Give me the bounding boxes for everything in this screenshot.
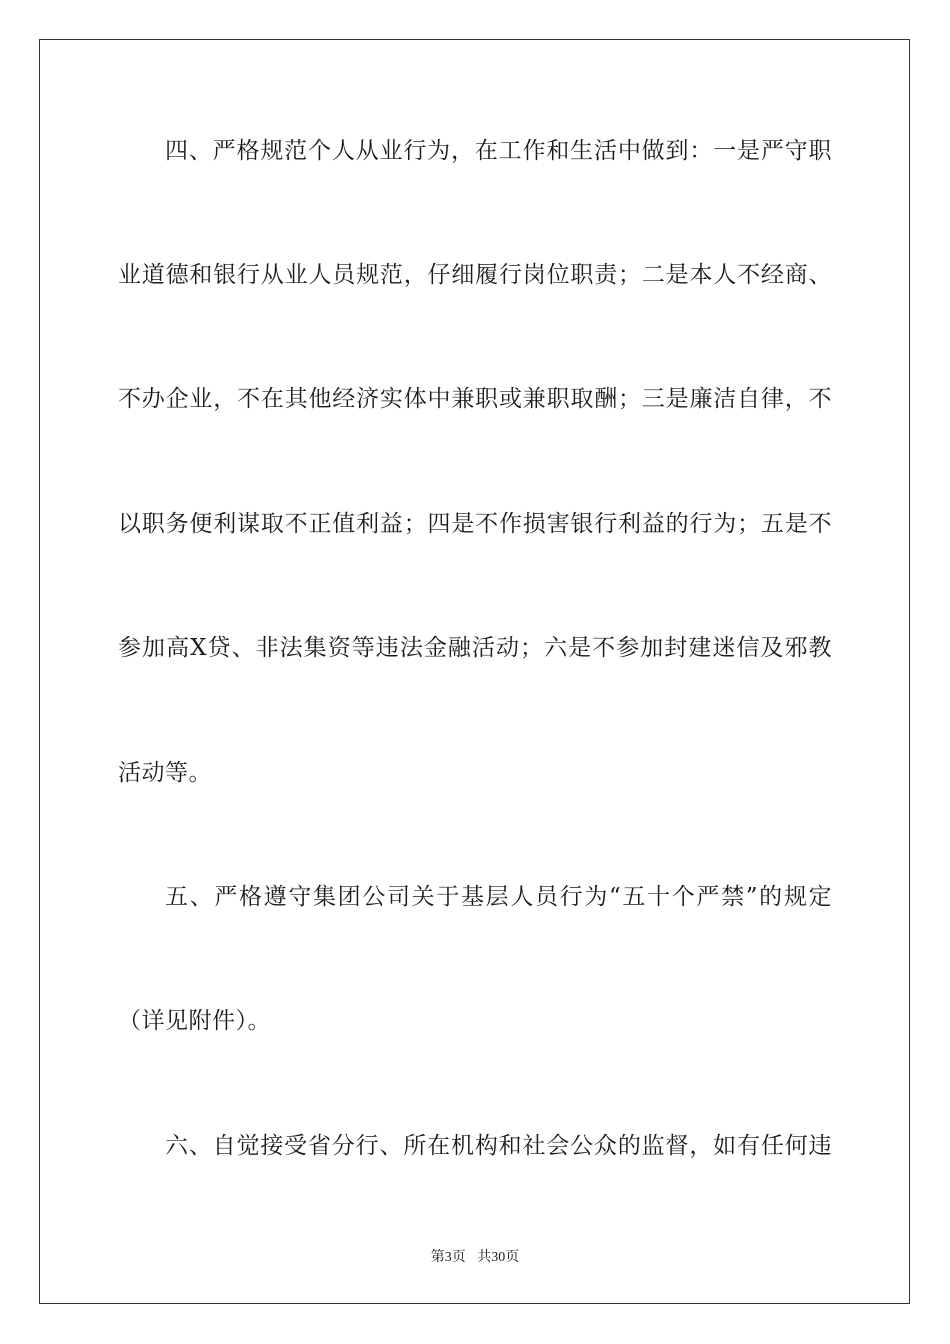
paragraph-4-line-3: 不办企业，不在其他经济实体中兼职或兼职取酬；三是廉洁自律，不 — [118, 386, 832, 412]
paragraph-6-line-1: 六、自觉接受省分行、所在机构和社会公众的监督，如有任何违 — [165, 1133, 832, 1159]
page-number: 第3页 — [430, 1250, 466, 1265]
paragraph-4-line-2: 业道德和银行从业人员规范，仔细履行岗位职责；二是本人不经商、 — [118, 262, 832, 288]
paragraph-5-line-2: （详见附件）。 — [118, 1008, 271, 1034]
paragraph-4-line-5: 参加高X贷、非法集资等违法金融活动；六是不参加封建迷信及邪教 — [118, 635, 832, 661]
page-footer — [0, 1246, 950, 1266]
page-total: 共30页 — [477, 1250, 520, 1265]
paragraph-4-line-4: 以职务便利谋取不正值利益；四是不作损害银行利益的行为；五是不 — [118, 511, 832, 537]
paragraph-4-line-6: 活动等。 — [118, 760, 212, 786]
paragraph-5-line-1: 五、严格遵守集团公司关于基层人员行为“五十个严禁”的规定 — [165, 884, 832, 910]
page-border — [39, 39, 910, 1304]
paragraph-4-line-1: 四、严格规范个人从业行为，在工作和生活中做到：一是严守职 — [165, 138, 832, 164]
